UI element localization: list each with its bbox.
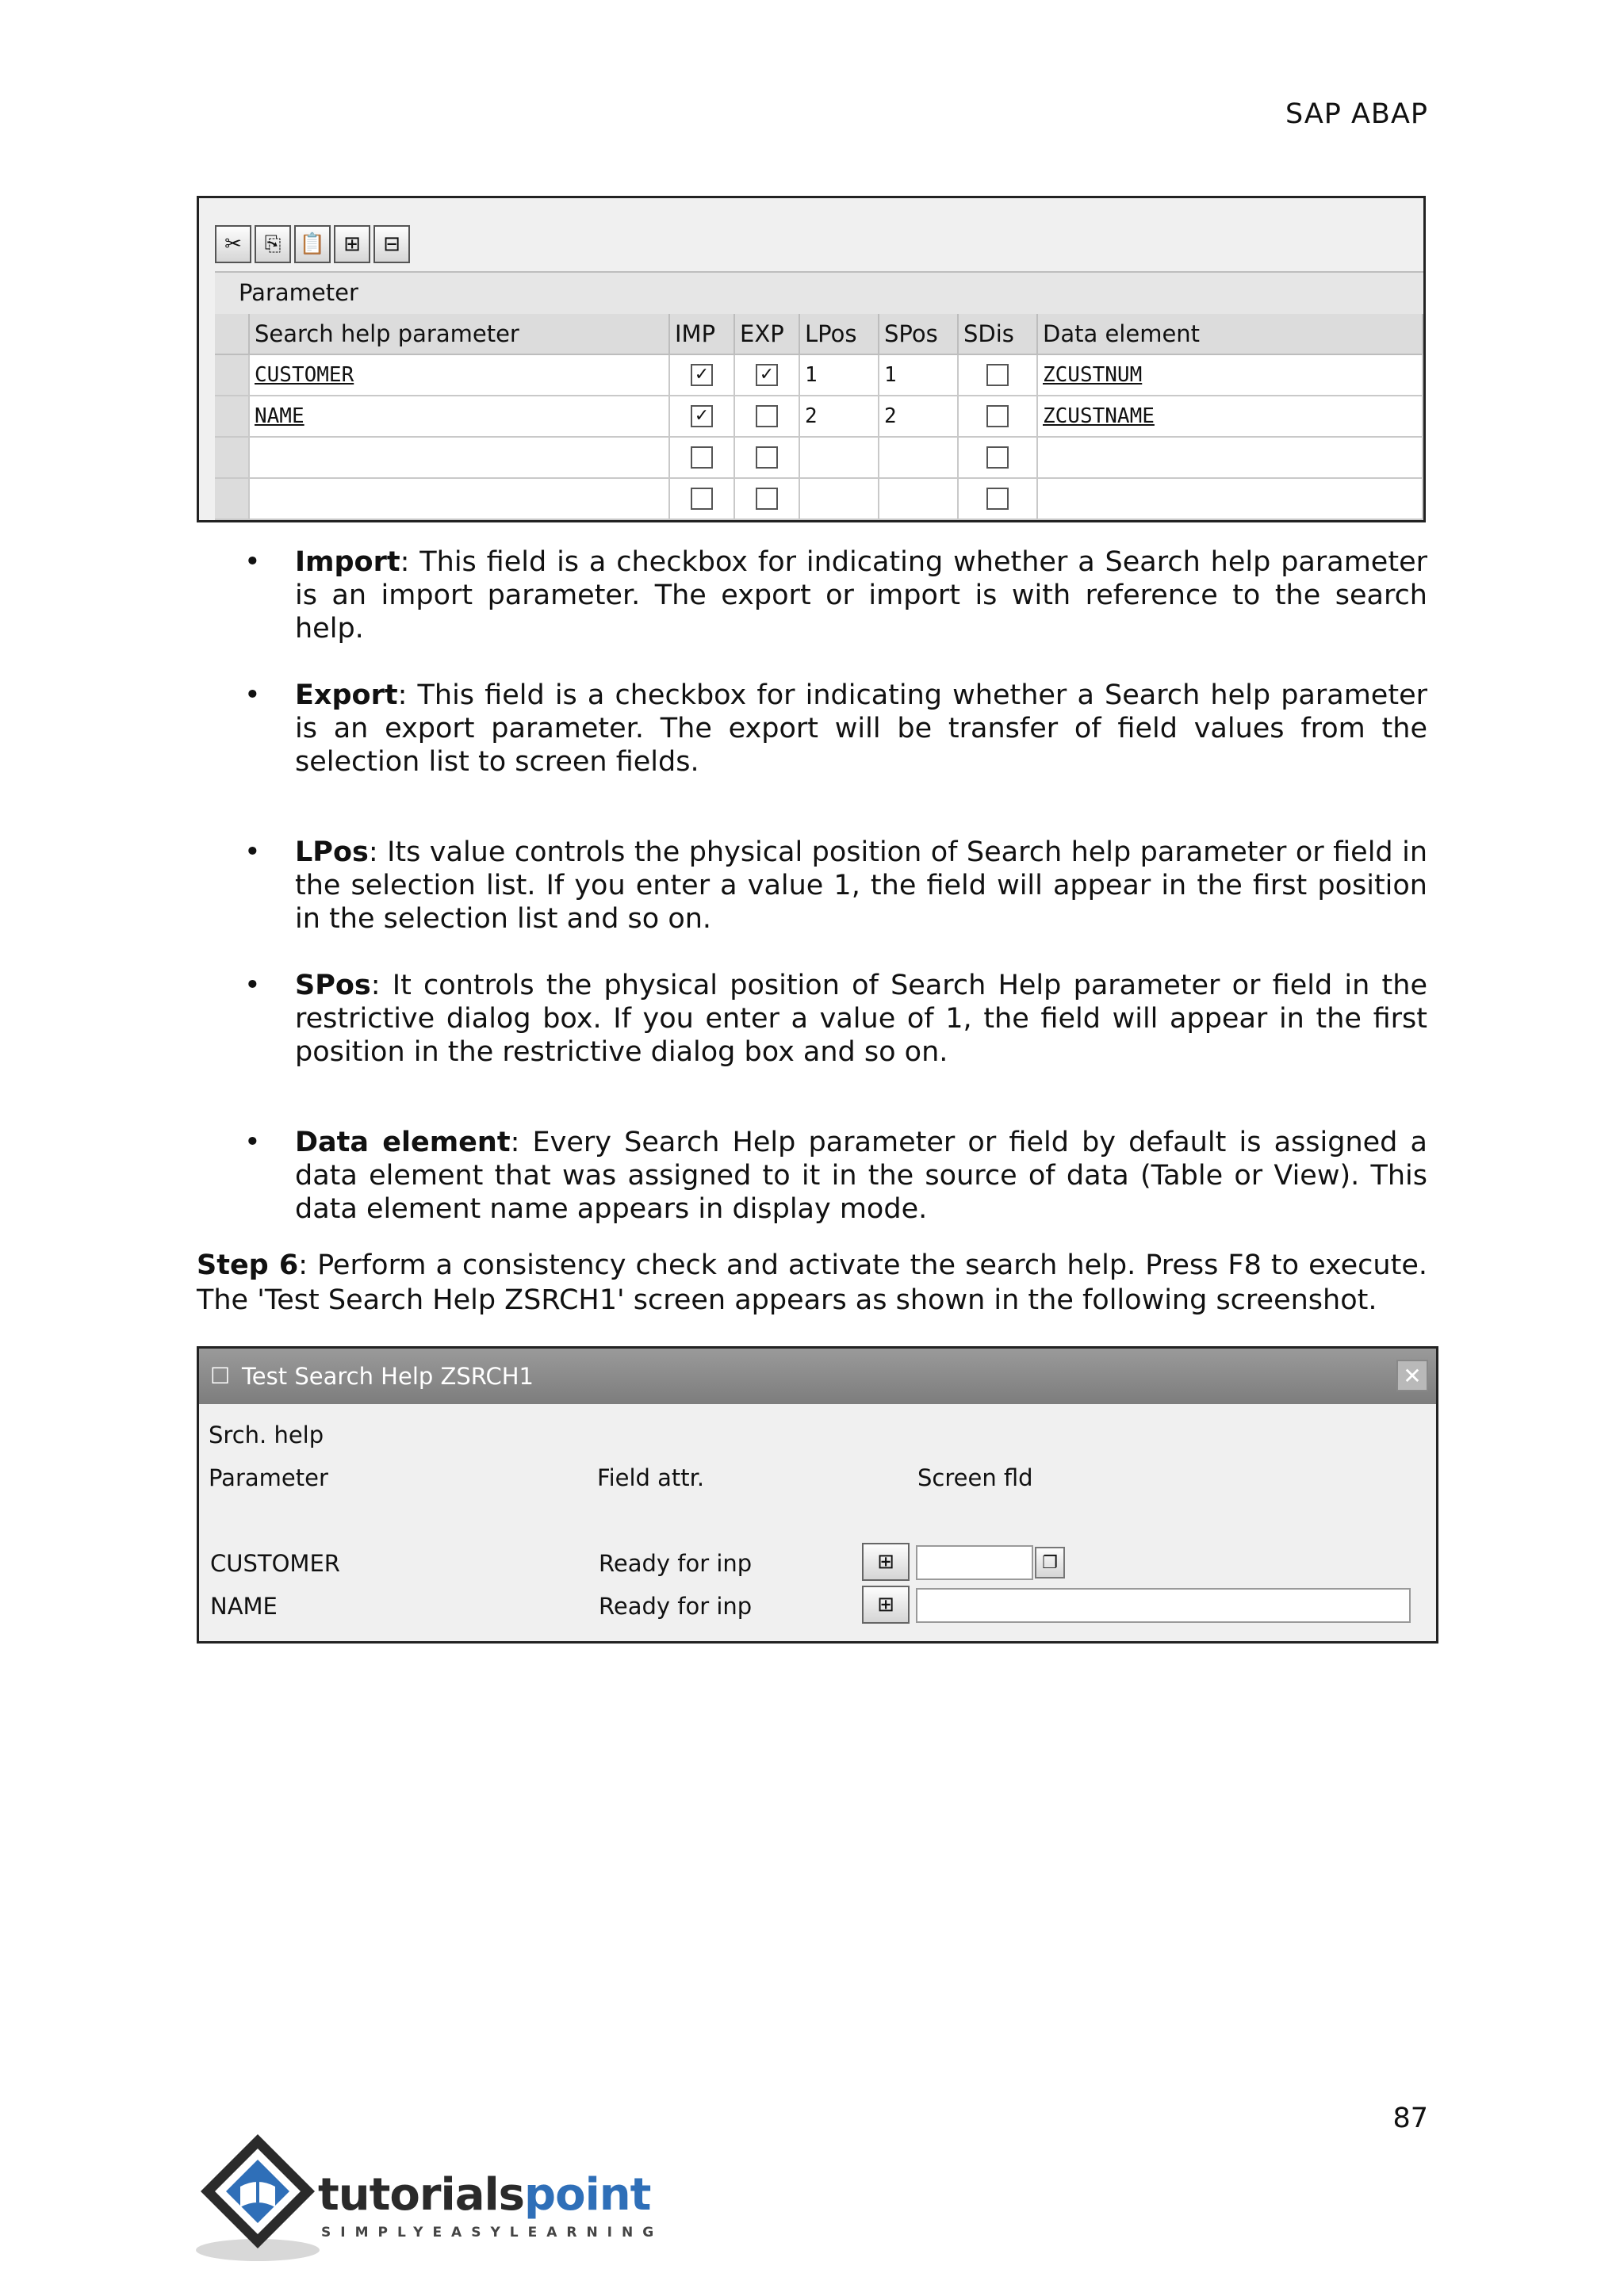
search-help-parameter-screenshot <box>197 196 1426 522</box>
lpos-cell[interactable] <box>800 396 879 438</box>
imp-checkbox-cell <box>670 396 735 438</box>
table-row <box>215 438 1423 479</box>
column-header: IMP <box>670 314 735 355</box>
sdis-checkbox-cell <box>959 355 1038 396</box>
exp-checkbox-cell <box>735 396 800 438</box>
lpos-value: 2 <box>805 404 818 428</box>
term: LPos <box>295 836 369 868</box>
sdis-checkbox-cell <box>959 438 1038 479</box>
column-header: EXP <box>735 314 800 355</box>
spos-cell[interactable] <box>879 355 959 396</box>
list-item <box>197 969 1427 1069</box>
logo-diamond-icon <box>194 2131 321 2266</box>
cut-icon[interactable]: ✂ <box>215 225 251 263</box>
field-select-icon[interactable]: ⊞ <box>862 1543 910 1581</box>
description: : This field is a checkbox for indicating whether a Search help parameter is an export parameter. The export will be transfer of field values from the selection list to screen fields. <box>295 679 1427 778</box>
data-element-value: ZCUSTNUM <box>1043 363 1143 387</box>
lpos-value: 1 <box>805 363 818 387</box>
table-header-row <box>215 314 1423 355</box>
imp-checkbox[interactable] <box>691 488 713 510</box>
paste-icon[interactable]: 📋 <box>294 225 331 263</box>
bullet-icon: • <box>244 836 261 868</box>
tutorialspoint-logo <box>194 2131 664 2266</box>
column-header: SPos <box>879 314 959 355</box>
copy-icon[interactable]: ❐ <box>1035 1547 1065 1578</box>
lpos-cell[interactable] <box>800 479 879 520</box>
edit-window-icon: ☐ <box>210 1363 231 1389</box>
row-selector[interactable] <box>215 479 250 520</box>
exp-checkbox-cell <box>735 438 800 479</box>
table-row <box>215 396 1423 438</box>
row-selector[interactable] <box>215 438 250 479</box>
bullet-icon: • <box>244 546 261 578</box>
srch-help-label: Srch. help <box>209 1422 324 1448</box>
parameter-column-label: Parameter <box>209 1464 328 1491</box>
exp-checkbox-cell <box>735 479 800 520</box>
column-header: Search help parameter <box>250 314 670 355</box>
param-customer: CUSTOMER <box>210 1550 340 1577</box>
term: Export <box>295 679 398 711</box>
list-item <box>197 836 1427 936</box>
spos-cell[interactable] <box>879 396 959 438</box>
parameter-table <box>215 314 1423 520</box>
spos-cell[interactable] <box>879 479 959 520</box>
description: : Its value controls the physical position of Search help parameter or field in the selection list. If you enter a value 1, the field will appear in the first position in the selection list and so on. <box>295 836 1427 935</box>
imp-checkbox-cell <box>670 355 735 396</box>
column-header: Data element <box>1038 314 1423 355</box>
step-text: : Perform a consistency check and activate the search help. Press F8 to execute. The 'Test Search Help ZSRCH1' screen appears as shown in the following screenshot. <box>197 1249 1427 1316</box>
parameter-section-label: Parameter <box>215 271 1423 316</box>
table-toolbar <box>215 225 410 263</box>
bullet-icon: • <box>244 970 261 1001</box>
sdis-checkbox[interactable] <box>986 446 1009 469</box>
field-select-icon[interactable]: ⊞ <box>862 1586 910 1624</box>
param-name: CUSTOMER <box>255 363 354 387</box>
param-name-cell[interactable] <box>250 438 670 479</box>
field-descriptions-list <box>197 545 1427 1226</box>
step-paragraph <box>197 1248 1427 1318</box>
test-search-help-dialog <box>197 1346 1438 1644</box>
table-row <box>215 355 1423 396</box>
sdis-checkbox[interactable] <box>986 405 1009 427</box>
column-header: LPos <box>800 314 879 355</box>
term: SPos <box>295 970 371 1001</box>
param-name-cell[interactable] <box>250 396 670 438</box>
imp-checkbox[interactable] <box>691 446 713 469</box>
row-selector[interactable] <box>215 396 250 438</box>
data-element-cell[interactable] <box>1038 396 1423 438</box>
screen-field-name-input[interactable] <box>916 1588 1411 1623</box>
lpos-cell[interactable] <box>800 355 879 396</box>
param-name-cell[interactable] <box>250 355 670 396</box>
data-element-cell[interactable] <box>1038 355 1423 396</box>
imp-checkbox[interactable]: ✓ <box>691 364 713 386</box>
logo-tagline: SIMPLYEASYLEARNING <box>321 2225 664 2241</box>
close-icon[interactable]: ✕ <box>1396 1360 1428 1391</box>
dialog-title: Test Search Help ZSRCH1 <box>242 1363 534 1390</box>
exp-checkbox[interactable] <box>756 488 778 510</box>
description: : It controls the physical position of Search Help parameter or field in the restrictive dialog box. If you enter a value of 1, the field will appear in the first position in the restrictive dialog box and so on. <box>295 970 1427 1068</box>
page-header-title: SAP ABAP <box>1285 98 1428 130</box>
bullet-icon: • <box>244 1127 261 1158</box>
list-item <box>197 1126 1427 1226</box>
param-name-cell[interactable] <box>250 479 670 520</box>
logo-wordmark: tutorialspoint <box>318 2169 651 2221</box>
list-item <box>197 545 1427 645</box>
spos-value: 2 <box>884 404 897 428</box>
exp-checkbox[interactable] <box>756 405 778 427</box>
param-name: NAME <box>210 1593 278 1620</box>
field-attr-column-label: Field attr. <box>597 1464 705 1491</box>
imp-checkbox-cell <box>670 438 735 479</box>
data-element-value: ZCUSTNAME <box>1043 404 1155 428</box>
field-attr-customer: Ready for inp <box>599 1550 753 1577</box>
list-item <box>197 679 1427 779</box>
sdis-checkbox-cell <box>959 479 1038 520</box>
table-row <box>215 479 1423 520</box>
lpos-cell[interactable] <box>800 438 879 479</box>
sdis-checkbox-cell <box>959 396 1038 438</box>
dialog-titlebar <box>199 1349 1436 1404</box>
page-number: 87 <box>1392 2103 1428 2134</box>
exp-checkbox[interactable]: ✓ <box>756 364 778 386</box>
imp-checkbox[interactable]: ✓ <box>691 405 713 427</box>
exp-checkbox[interactable] <box>756 446 778 469</box>
screen-field-customer-input[interactable] <box>916 1545 1033 1580</box>
term: Data element <box>295 1127 511 1158</box>
copy-icon[interactable]: ⎘ <box>255 225 291 263</box>
description: : Every Search Help parameter or field by default is assigned a data element that was assigned to it in the source of data (Table or View). This data element name appears in display mode. <box>295 1127 1427 1225</box>
data-element-cell[interactable] <box>1038 438 1423 479</box>
select-all-cell[interactable] <box>215 314 250 355</box>
exp-checkbox-cell <box>735 355 800 396</box>
column-header: SDis <box>959 314 1038 355</box>
delete-row-icon[interactable]: ⊟ <box>373 225 410 263</box>
term: Import <box>295 546 400 578</box>
sdis-checkbox[interactable] <box>986 488 1009 510</box>
row-selector[interactable] <box>215 355 250 396</box>
bullet-icon: • <box>244 679 261 711</box>
insert-row-icon[interactable]: ⊞ <box>334 225 370 263</box>
field-attr-name: Ready for inp <box>599 1593 753 1620</box>
param-name: NAME <box>255 404 304 428</box>
spos-value: 1 <box>884 363 897 387</box>
spos-cell[interactable] <box>879 438 959 479</box>
description: : This field is a checkbox for indicating whether a Search help parameter is an import parameter. The export or import is with reference to the search help. <box>295 546 1427 645</box>
imp-checkbox-cell <box>670 479 735 520</box>
sdis-checkbox[interactable] <box>986 364 1009 386</box>
step-label: Step 6 <box>197 1249 299 1281</box>
screen-fld-column-label: Screen fld <box>917 1464 1033 1491</box>
data-element-cell[interactable] <box>1038 479 1423 520</box>
